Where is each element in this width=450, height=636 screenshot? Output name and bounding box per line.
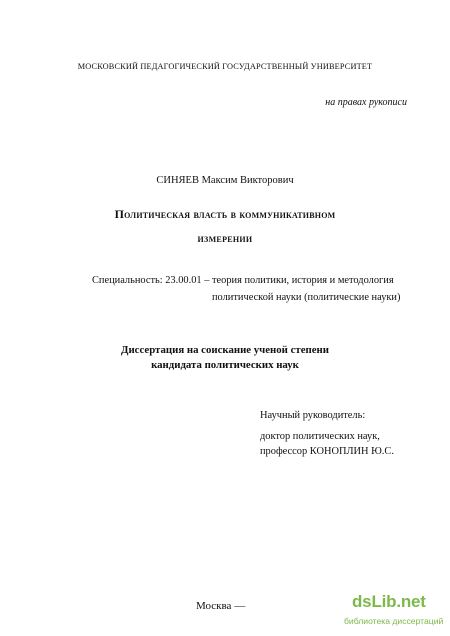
specialty-line-2: политической науки (политические науки) <box>212 292 401 303</box>
manuscript-rights-note: на правах рукописи <box>325 97 407 108</box>
city-year: Москва — <box>196 600 246 612</box>
dissertation-line-2: кандидата политических наук <box>151 359 299 371</box>
watermark-logo-text: dsLib.net <box>352 592 426 611</box>
watermark-subtitle: библиотека диссертаций <box>344 616 444 626</box>
title-line-2: измерении <box>197 231 253 245</box>
dissertation-line-1: Диссертация на соискание ученой степени <box>121 344 329 356</box>
author-name: СИНЯЕВ Максим Викторович <box>156 175 294 186</box>
university-name: МОСКОВСКИЙ ПЕДАГОГИЧЕСКИЙ ГОСУДАРСТВЕННЫЙ УНИВЕРСИТЕТ <box>77 62 373 71</box>
supervisor-name: профессор КОНОПЛИН Ю.С. <box>260 446 394 457</box>
dslib-watermark[interactable] <box>344 592 450 636</box>
supervisor-degree: доктор политических наук, <box>260 431 380 442</box>
title-line-1: Политическая власть в коммуникативном <box>114 207 336 221</box>
specialty-line-1: Специальность: 23.00.01 – теория политики, история и методология <box>92 275 394 286</box>
supervisor-label: Научный руководитель: <box>260 410 366 421</box>
